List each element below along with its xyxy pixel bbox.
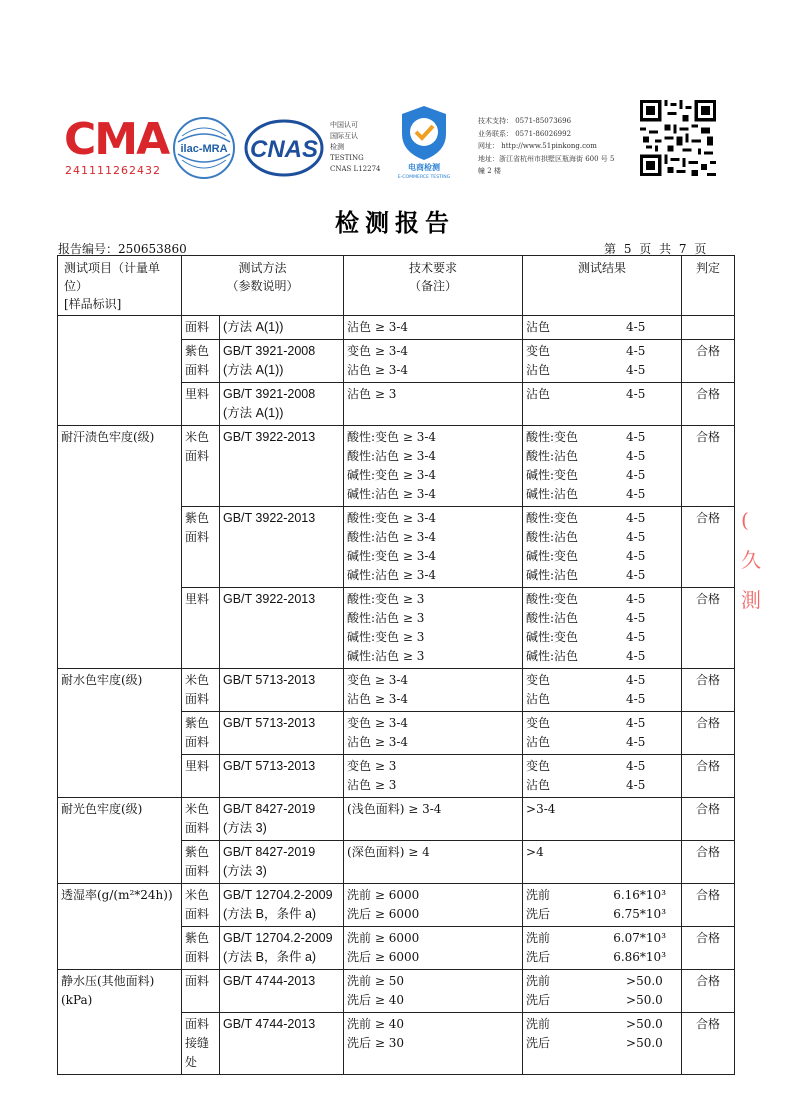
result-line — [526, 547, 678, 566]
result-line — [526, 509, 678, 528]
requirement-cell — [344, 712, 523, 755]
result-value: 4-5 — [626, 649, 646, 663]
result-line — [526, 318, 678, 337]
method-line: (方法 B，条件 a) — [223, 907, 317, 921]
test-method-cell — [220, 1013, 344, 1075]
result-line — [526, 929, 678, 948]
result-label: 碱性:沾色 — [526, 568, 579, 582]
requirement-line: 洗后 ≥ 30 — [347, 1036, 404, 1050]
table-row — [58, 426, 735, 507]
table-row — [58, 970, 735, 1013]
result-line — [526, 590, 678, 609]
result-cell — [523, 970, 682, 1013]
header-result: 测试结果 — [523, 256, 682, 316]
result-value: 4-5 — [626, 592, 646, 606]
test-method-cell — [220, 340, 344, 383]
requirement-cell — [344, 798, 523, 841]
result-value: 4-5 — [626, 430, 646, 444]
judgement-cell: 合格 — [682, 426, 735, 507]
result-label: 洗前 — [526, 931, 551, 945]
result-label: 沾色 — [526, 735, 551, 749]
result-line — [526, 566, 678, 585]
sample-part-cell: 米色面料 — [182, 798, 220, 841]
result-label: 酸性:沾色 — [526, 449, 579, 463]
requirement-line: 沾色 ≥ 3-4 — [347, 692, 409, 706]
result-line — [526, 628, 678, 647]
sample-part-cell: 面料接缝处 — [182, 1013, 220, 1075]
result-line — [526, 428, 678, 447]
result-value: 4-5 — [626, 468, 646, 482]
result-value: 4-5 — [626, 320, 646, 334]
requirement-line: 碱性:变色 ≥ 3 — [347, 630, 425, 644]
method-line: (方法 A(1)) — [223, 363, 284, 377]
test-method-cell — [220, 884, 344, 927]
result-label: 碱性:变色 — [526, 549, 579, 563]
sample-part-cell: 紫色面料 — [182, 927, 220, 970]
result-line — [526, 800, 678, 819]
result-value: 4-5 — [626, 692, 646, 706]
result-line — [526, 447, 678, 466]
judgement-cell: 合格 — [682, 1013, 735, 1075]
judgement-cell: 合格 — [682, 340, 735, 383]
method-line: (方法 3) — [223, 864, 267, 878]
requirement-line: 沾色 ≥ 3-4 — [347, 735, 409, 749]
sample-part-cell: 里料 — [182, 383, 220, 426]
result-value: 4-5 — [626, 530, 646, 544]
result-cell — [523, 927, 682, 970]
cma-number: 241111262432 — [65, 164, 161, 177]
method-line: GB/T 12704.2-2009 — [223, 931, 333, 945]
result-line — [526, 361, 678, 380]
method-line: GB/T 12704.2-2009 — [223, 888, 333, 902]
result-value: >50.0 — [626, 993, 663, 1007]
result-label: 酸性:变色 — [526, 592, 579, 606]
test-method-cell — [220, 316, 344, 340]
header-judgement: 判定 — [682, 256, 735, 316]
result-value: 4-5 — [626, 487, 646, 501]
method-line: GB/T 3922-2013 — [223, 592, 316, 606]
requirement-cell — [344, 588, 523, 669]
method-line: GB/T 4744-2013 — [223, 974, 316, 988]
table-row — [58, 669, 735, 712]
requirement-line: 沾色 ≥ 3-4 — [347, 320, 409, 334]
test-item-cell: 静水压(其他面料)(kPa) — [58, 970, 182, 1075]
requirement-cell — [344, 316, 523, 340]
judgement-cell: 合格 — [682, 841, 735, 884]
sample-part-cell: 里料 — [182, 588, 220, 669]
test-method-cell — [220, 507, 344, 588]
sample-part-cell: 米色面料 — [182, 426, 220, 507]
result-value: 6.86*10³ — [613, 950, 667, 964]
result-cell — [523, 340, 682, 383]
requirement-cell — [344, 841, 523, 884]
judgement-cell — [682, 316, 735, 340]
test-method-cell — [220, 841, 344, 884]
result-value: 4-5 — [626, 387, 646, 401]
requirement-line: 变色 ≥ 3-4 — [347, 344, 409, 358]
requirement-cell — [344, 383, 523, 426]
result-value: 6.07*10³ — [613, 931, 667, 945]
result-line — [526, 1034, 678, 1053]
result-line — [526, 671, 678, 690]
red-seal-stamp: ( 久 測 — [741, 508, 761, 612]
result-label: 碱性:变色 — [526, 630, 579, 644]
test-item-cell — [58, 316, 182, 426]
cnas-line: TESTING — [330, 154, 364, 162]
method-line: GB/T 8427-2019 — [223, 845, 316, 859]
result-label: 沾色 — [526, 320, 551, 334]
result-label: 洗前 — [526, 1017, 551, 1031]
method-line: GB/T 5713-2013 — [223, 673, 316, 687]
contact-line: 业务联系： 0571-86026992 — [478, 129, 572, 138]
requirement-cell — [344, 669, 523, 712]
test-method-cell — [220, 927, 344, 970]
page-title: 检测报告 — [335, 209, 455, 237]
result-line — [526, 528, 678, 547]
result-label: 碱性:沾色 — [526, 487, 579, 501]
contact-line: 网址： http://www.51pinkong.com — [478, 142, 597, 150]
method-line: GB/T 3921-2008 — [223, 387, 316, 401]
sample-part-cell: 紫色面料 — [182, 841, 220, 884]
result-value — [626, 843, 678, 862]
result-cell — [523, 588, 682, 669]
sample-part-cell: 紫色面料 — [182, 340, 220, 383]
result-line — [526, 385, 678, 404]
result-cell — [523, 884, 682, 927]
requirement-cell — [344, 507, 523, 588]
requirement-cell — [344, 884, 523, 927]
requirement-line: 洗前 ≥ 40 — [347, 1017, 404, 1031]
cnas-line: 国际互认 — [330, 132, 358, 140]
requirement-line: 酸性:沾色 ≥ 3-4 — [347, 530, 437, 544]
result-value: >50.0 — [626, 1036, 663, 1050]
requirement-line: 沾色 ≥ 3-4 — [347, 363, 409, 377]
result-line — [526, 991, 678, 1010]
ec-sub: E-COMMERCE TESTING — [397, 175, 451, 180]
result-value: 6.75*10³ — [613, 907, 667, 921]
result-value: 4-5 — [626, 611, 646, 625]
result-line — [526, 1015, 678, 1034]
result-label: 沾色 — [526, 387, 551, 401]
test-method-cell — [220, 588, 344, 669]
result-label: 洗后 — [526, 950, 551, 964]
contact-line: 幢 2 楼 — [478, 167, 501, 175]
result-cell — [523, 841, 682, 884]
result-line — [526, 342, 678, 361]
result-line — [526, 843, 678, 862]
result-label: 洗后 — [526, 1036, 551, 1050]
requirement-cell — [344, 755, 523, 798]
result-line — [526, 647, 678, 666]
judgement-cell: 合格 — [682, 383, 735, 426]
result-line — [526, 948, 678, 967]
result-label: 洗后 — [526, 993, 551, 1007]
header-test-item: 测试项目（计量单位） [样品标识] — [58, 256, 182, 316]
result-cell — [523, 1013, 682, 1075]
requirement-line: 洗前 ≥ 50 — [347, 974, 404, 988]
sample-part-cell: 里料 — [182, 755, 220, 798]
judgement-cell: 合格 — [682, 970, 735, 1013]
cnas-line: CNAS L12274 — [330, 165, 381, 173]
ilac-text: ilac-MRA — [180, 143, 228, 155]
result-value: 4-5 — [626, 344, 646, 358]
result-label: 碱性:沾色 — [526, 649, 579, 663]
method-line: GB/T 5713-2013 — [223, 716, 316, 730]
table-body — [58, 316, 735, 1075]
method-line: GB/T 8427-2019 — [223, 802, 316, 816]
sample-part-cell: 米色面料 — [182, 884, 220, 927]
report-header — [0, 0, 790, 200]
sample-part-cell: 紫色面料 — [182, 507, 220, 588]
result-line — [526, 714, 678, 733]
result-label: 酸性:变色 — [526, 430, 579, 444]
cnas-line: 中国认可 — [330, 121, 358, 129]
requirement-line: 变色 ≥ 3-4 — [347, 716, 409, 730]
cnas-description — [330, 120, 390, 175]
judgement-cell: 合格 — [682, 712, 735, 755]
result-label: 洗前 — [526, 888, 551, 902]
requirement-line: 酸性:沾色 ≥ 3-4 — [347, 449, 437, 463]
result-value: 6.16*10³ — [613, 888, 667, 902]
result-cell — [523, 426, 682, 507]
result-label: 洗后 — [526, 907, 551, 921]
test-item-cell: 耐光色牢度(级) — [58, 798, 182, 884]
judgement-cell: 合格 — [682, 884, 735, 927]
result-cell — [523, 798, 682, 841]
judgement-cell: 合格 — [682, 927, 735, 970]
requirement-line: 洗后 ≥ 6000 — [347, 950, 420, 964]
method-line: GB/T 3921-2008 — [223, 344, 316, 358]
result-value: >50.0 — [626, 974, 663, 988]
result-line — [526, 609, 678, 628]
result-value: 4-5 — [626, 363, 646, 377]
requirement-cell — [344, 426, 523, 507]
test-method-cell — [220, 712, 344, 755]
result-label: 沾色 — [526, 363, 551, 377]
result-value: 4-5 — [626, 449, 646, 463]
result-cell — [523, 755, 682, 798]
contact-line: 地址：浙江省杭州市拱墅区瓶海街 600 号 5 — [478, 154, 615, 163]
result-label: 变色 — [526, 759, 551, 773]
header-test-method: 测试方法 （参数说明） — [182, 256, 344, 316]
result-value: 4-5 — [626, 673, 646, 687]
requirement-cell — [344, 927, 523, 970]
method-line: GB/T 4744-2013 — [223, 1017, 316, 1031]
cma-logo-text: CMA — [64, 114, 169, 165]
requirement-line: 沾色 ≥ 3 — [347, 387, 397, 401]
contact-line: 技术支持： 0571-85073696 — [478, 117, 572, 125]
qr-code-icon[interactable] — [640, 100, 716, 176]
result-line — [526, 905, 678, 924]
table-row — [58, 798, 735, 841]
ec-label: 电商检测 — [408, 163, 440, 172]
judgement-cell: 合格 — [682, 798, 735, 841]
cnas-line: 检测 — [330, 143, 344, 151]
table-row — [58, 884, 735, 927]
requirement-line: 洗后 ≥ 40 — [347, 993, 404, 1007]
result-value: 4-5 — [626, 716, 646, 730]
requirement-line: 酸性:变色 ≥ 3-4 — [347, 430, 437, 444]
requirement-cell — [344, 1013, 523, 1075]
judgement-cell: 合格 — [682, 588, 735, 669]
judgement-cell: 合格 — [682, 755, 735, 798]
method-line: (方法 A(1)) — [223, 320, 284, 334]
result-value: 4-5 — [626, 549, 646, 563]
result-label: 酸性:沾色 — [526, 530, 579, 544]
ecommerce-testing-logo — [392, 102, 456, 180]
table-row — [58, 316, 735, 340]
test-item-cell: 耐水色牢度(级) — [58, 669, 182, 798]
method-line: GB/T 3922-2013 — [223, 511, 316, 525]
contact-info — [478, 115, 638, 178]
sample-part-cell: 紫色面料 — [182, 712, 220, 755]
judgement-cell: 合格 — [682, 669, 735, 712]
page-number: 第 5 页 共 7 页 — [604, 242, 707, 256]
sample-part-cell: 米色面料 — [182, 669, 220, 712]
requirement-line: 酸性:变色 ≥ 3 — [347, 592, 425, 606]
result-value: 4-5 — [626, 759, 646, 773]
requirement-cell — [344, 970, 523, 1013]
cma-logo — [64, 114, 169, 182]
test-method-cell — [220, 383, 344, 426]
result-label: >3-4 — [526, 802, 556, 816]
requirement-line: 酸性:变色 ≥ 3-4 — [347, 511, 437, 525]
test-item-cell: 透湿率(g/(m²*24h)) — [58, 884, 182, 970]
result-label: 沾色 — [526, 778, 551, 792]
requirement-line: 洗前 ≥ 6000 — [347, 931, 420, 945]
result-label: >4 — [526, 845, 544, 859]
result-line — [526, 690, 678, 709]
method-line: (方法 3) — [223, 821, 267, 835]
test-method-cell — [220, 669, 344, 712]
test-method-cell — [220, 798, 344, 841]
result-label: 酸性:沾色 — [526, 611, 579, 625]
test-method-cell — [220, 755, 344, 798]
judgement-cell: 合格 — [682, 507, 735, 588]
method-line: GB/T 3922-2013 — [223, 430, 316, 444]
result-label: 酸性:变色 — [526, 511, 579, 525]
result-line — [526, 886, 678, 905]
result-line — [526, 485, 678, 504]
test-method-cell — [220, 970, 344, 1013]
table-header-row — [58, 256, 735, 316]
ilac-mra-logo — [172, 116, 236, 180]
cnas-logo — [244, 118, 324, 178]
result-value: 4-5 — [626, 568, 646, 582]
method-line: (方法 B，条件 a) — [223, 950, 317, 964]
result-cell — [523, 383, 682, 426]
test-item-cell: 耐汗渍色牢度(级) — [58, 426, 182, 669]
result-value: 4-5 — [626, 735, 646, 749]
requirement-line: 碱性:变色 ≥ 3-4 — [347, 549, 437, 563]
result-cell — [523, 316, 682, 340]
method-line: (方法 A(1)) — [223, 406, 284, 420]
result-value: >50.0 — [626, 1017, 663, 1031]
result-line — [526, 972, 678, 991]
result-value: 4-5 — [626, 778, 646, 792]
result-label: 变色 — [526, 673, 551, 687]
requirement-line: 碱性:沾色 ≥ 3 — [347, 649, 425, 663]
result-label: 沾色 — [526, 692, 551, 706]
requirement-line: (浅色面料) ≥ 3-4 — [347, 802, 442, 816]
result-label: 洗前 — [526, 974, 551, 988]
result-label: 变色 — [526, 716, 551, 730]
requirement-line: 变色 ≥ 3 — [347, 759, 397, 773]
requirement-line: 洗前 ≥ 6000 — [347, 888, 420, 902]
requirement-line: 碱性:变色 ≥ 3-4 — [347, 468, 437, 482]
requirement-line: (深色面料) ≥ 4 — [347, 845, 430, 859]
cnas-text: CNAS — [249, 136, 319, 163]
result-line — [526, 733, 678, 752]
result-value: 4-5 — [626, 630, 646, 644]
sample-part-cell: 面料 — [182, 316, 220, 340]
result-line — [526, 466, 678, 485]
result-label: 碱性:变色 — [526, 468, 579, 482]
report-number: 报告编号：250653860 — [58, 242, 187, 256]
test-results-table — [57, 255, 735, 1075]
sample-part-cell: 面料 — [182, 970, 220, 1013]
result-cell — [523, 669, 682, 712]
result-value — [626, 800, 678, 819]
test-method-cell — [220, 426, 344, 507]
result-line — [526, 757, 678, 776]
requirement-line: 碱性:沾色 ≥ 3-4 — [347, 487, 437, 501]
requirement-line: 沾色 ≥ 3 — [347, 778, 397, 792]
result-value: 4-5 — [626, 511, 646, 525]
requirement-line: 变色 ≥ 3-4 — [347, 673, 409, 687]
method-line: GB/T 5713-2013 — [223, 759, 316, 773]
header-requirement: 技术要求 （备注） — [344, 256, 523, 316]
requirement-cell — [344, 340, 523, 383]
requirement-line: 酸性:沾色 ≥ 3 — [347, 611, 425, 625]
requirement-line: 碱性:沾色 ≥ 3-4 — [347, 568, 437, 582]
result-label: 变色 — [526, 344, 551, 358]
requirement-line: 洗后 ≥ 6000 — [347, 907, 420, 921]
result-cell — [523, 507, 682, 588]
result-line — [526, 776, 678, 795]
result-cell — [523, 712, 682, 755]
